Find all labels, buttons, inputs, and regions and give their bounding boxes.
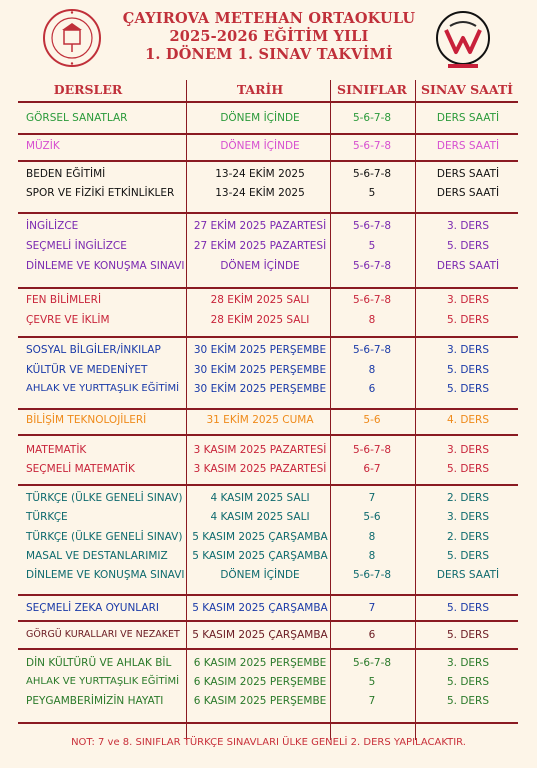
row-ders: BEDEN EĞİTİMİ xyxy=(26,168,106,180)
row-ders: KÜLTÜR VE MEDENİYET xyxy=(26,364,148,376)
row-tarih: 4 KASIM 2025 SALI xyxy=(210,492,310,504)
row-sinav-saati: 3. DERS xyxy=(446,344,490,356)
school-name: ÇAYIROVA METEHAN ORTAOKULU xyxy=(122,10,416,27)
row-sinav-saati: 3. DERS xyxy=(446,294,490,306)
row-ders: DİNLEME VE KONUŞMA SINAVI xyxy=(26,569,185,581)
row-siniflar: 5-6 xyxy=(363,414,381,426)
row-tarih: 5 KASIM 2025 ÇARŞAMBA xyxy=(192,602,328,614)
row-tarih: 6 KASIM 2025 PERŞEMBE xyxy=(193,657,327,669)
row-divider xyxy=(18,620,518,622)
header xyxy=(0,0,537,80)
row-divider xyxy=(18,336,518,338)
row-divider xyxy=(18,133,518,135)
row-siniflar: 5-6-7-8 xyxy=(352,260,392,272)
school-logo-icon xyxy=(432,8,494,72)
row-tarih: 30 EKİM 2025 PERŞEMBE xyxy=(193,364,327,376)
row-ders: MASAL VE DESTANLARIMIZ xyxy=(26,550,168,562)
row-tarih: 30 EKİM 2025 PERŞEMBE xyxy=(193,344,327,356)
row-siniflar: 8 xyxy=(368,364,376,376)
row-siniflar: 5 xyxy=(368,676,376,688)
row-tarih: 5 KASIM 2025 ÇARŞAMBA xyxy=(192,550,328,562)
row-siniflar: 6-7 xyxy=(363,463,381,475)
row-tarih: 31 EKİM 2025 CUMA xyxy=(206,414,314,426)
row-divider xyxy=(18,408,518,410)
footnote: NOT: 7 ve 8. SINIFLAR TÜRKÇE SINAVLARI ÜLKE GENELİ 2. DERS YAPILACAKTIR. xyxy=(71,737,466,748)
row-siniflar: 7 xyxy=(368,492,376,504)
row-siniflar: 8 xyxy=(368,550,376,562)
column-header-tarih: TARİH xyxy=(236,82,284,97)
row-sinav-saati: 5. DERS xyxy=(446,676,490,688)
row-tarih: 27 EKİM 2025 PAZARTESİ xyxy=(193,240,327,252)
row-divider xyxy=(18,648,518,650)
row-divider xyxy=(18,212,518,214)
row-siniflar: 5-6-7-8 xyxy=(352,294,392,306)
row-tarih: 5 KASIM 2025 ÇARŞAMBA xyxy=(192,629,328,641)
row-siniflar: 5-6-7-8 xyxy=(352,168,392,180)
row-tarih: 13-24 EKİM 2025 xyxy=(215,168,305,180)
row-sinav-saati: 2. DERS xyxy=(446,492,490,504)
row-sinav-saati: 5. DERS xyxy=(446,695,490,707)
row-divider xyxy=(18,101,518,103)
row-sinav-saati: 5. DERS xyxy=(446,550,490,562)
row-tarih: 4 KASIM 2025 SALI xyxy=(210,511,310,523)
row-ders: PEYGAMBERİMİZİN HAYATI xyxy=(26,695,164,707)
row-sinav-saati: 5. DERS xyxy=(446,629,490,641)
row-divider xyxy=(18,434,518,436)
row-sinav-saati: 3. DERS xyxy=(446,444,490,456)
row-ders: TÜRKÇE (ÜLKE GENELİ SINAV) xyxy=(26,492,183,504)
row-sinav-saati: DERS SAATİ xyxy=(436,187,500,199)
row-tarih: 13-24 EKİM 2025 xyxy=(215,187,305,199)
row-ders: BİLİŞİM TEKNOLOJİLERİ xyxy=(26,414,147,426)
row-sinav-saati: 3. DERS xyxy=(446,511,490,523)
row-siniflar: 6 xyxy=(368,629,376,641)
row-sinav-saati: 5. DERS xyxy=(446,314,490,326)
row-siniflar: 5-6-7-8 xyxy=(352,220,392,232)
row-ders: GÖRGÜ KURALLARI VE NEZAKET xyxy=(26,629,180,640)
row-sinav-saati: DERS SAATİ xyxy=(436,260,500,272)
row-siniflar: 5-6-7-8 xyxy=(352,140,392,152)
row-sinav-saati: 5. DERS xyxy=(446,602,490,614)
row-siniflar: 7 xyxy=(368,695,376,707)
row-tarih: 30 EKİM 2025 PERŞEMBE xyxy=(193,383,327,395)
exam-calendar-title: 1. DÖNEM 1. SINAV TAKVİMİ xyxy=(145,46,393,63)
page-title xyxy=(110,10,428,64)
row-tarih: 6 KASIM 2025 PERŞEMBE xyxy=(193,676,327,688)
row-siniflar: 8 xyxy=(368,314,376,326)
row-ders: GÖRSEL SANATLAR xyxy=(26,112,128,124)
row-sinav-saati: 5. DERS xyxy=(446,383,490,395)
row-sinav-saati: 5. DERS xyxy=(446,364,490,376)
row-ders: SPOR VE FİZİKİ ETKİNLİKLER xyxy=(26,187,175,199)
row-sinav-saati: 3. DERS xyxy=(446,657,490,669)
row-divider xyxy=(18,594,518,596)
row-ders: TÜRKÇE xyxy=(26,511,68,523)
column-header-siniflar: SINIFLAR xyxy=(337,82,407,97)
row-siniflar: 7 xyxy=(368,602,376,614)
column-header-sinav-saati: SINAV SAATİ xyxy=(420,82,514,97)
row-tarih: 5 KASIM 2025 ÇARŞAMBA xyxy=(192,531,328,543)
row-sinav-saati: 5. DERS xyxy=(446,240,490,252)
row-siniflar: 6 xyxy=(368,383,376,395)
row-tarih: 27 EKİM 2025 PAZARTESİ xyxy=(193,220,327,232)
column-divider xyxy=(415,80,416,740)
row-siniflar: 5-6 xyxy=(363,511,381,523)
row-sinav-saati: 3. DERS xyxy=(446,220,490,232)
row-siniflar: 5-6-7-8 xyxy=(352,344,392,356)
row-tarih: DÖNEM İÇİNDE xyxy=(220,112,300,124)
row-sinav-saati: DERS SAATİ xyxy=(436,140,500,152)
column-header-dersler: DERSLER xyxy=(53,82,123,97)
row-tarih: 28 EKİM 2025 SALI xyxy=(210,294,310,306)
row-tarih: 28 EKİM 2025 SALI xyxy=(210,314,310,326)
row-divider xyxy=(18,160,518,162)
row-sinav-saati: 2. DERS xyxy=(446,531,490,543)
row-tarih: 6 KASIM 2025 PERŞEMBE xyxy=(193,695,327,707)
row-ders: DİN KÜLTÜRÜ VE AHLAK BİL xyxy=(26,657,172,669)
ministry-emblem-icon xyxy=(42,8,102,68)
row-ders: SOSYAL BİLGİLER/İNKILAP xyxy=(26,344,161,356)
row-ders: SEÇMELİ ZEKA OYUNLARI xyxy=(26,602,159,614)
row-tarih: DÖNEM İÇİNDE xyxy=(220,569,300,581)
row-siniflar: 5-6-7-8 xyxy=(352,112,392,124)
row-divider xyxy=(18,484,518,486)
row-sinav-saati: DERS SAATİ xyxy=(436,569,500,581)
row-ders: SEÇMELİ İNGİLİZCE xyxy=(26,240,127,252)
row-ders: İNGİLİZCE xyxy=(26,220,79,232)
row-ders: MÜZİK xyxy=(26,140,60,152)
row-tarih: 3 KASIM 2025 PAZARTESİ xyxy=(193,444,327,456)
row-ders: FEN BİLİMLERİ xyxy=(26,294,102,306)
row-ders: SEÇMELİ MATEMATİK xyxy=(26,463,135,475)
column-divider xyxy=(186,80,187,740)
row-sinav-saati: 4. DERS xyxy=(446,414,490,426)
row-tarih: DÖNEM İÇİNDE xyxy=(220,140,300,152)
row-tarih: 3 KASIM 2025 PAZARTESİ xyxy=(193,463,327,475)
row-siniflar: 5-6-7-8 xyxy=(352,444,392,456)
row-divider xyxy=(18,287,518,289)
row-ders: AHLAK VE YURTTAŞLIK EĞİTİMİ xyxy=(26,383,180,394)
academic-year: 2025-2026 EĞİTİM YILI xyxy=(169,28,369,45)
row-siniflar: 5-6-7-8 xyxy=(352,657,392,669)
row-tarih: DÖNEM İÇİNDE xyxy=(220,260,300,272)
row-siniflar: 5-6-7-8 xyxy=(352,569,392,581)
row-ders: ÇEVRE VE İKLİM xyxy=(26,314,110,326)
row-divider xyxy=(18,722,518,724)
row-sinav-saati: 5. DERS xyxy=(446,463,490,475)
row-ders: DİNLEME VE KONUŞMA SINAVI xyxy=(26,260,185,272)
row-ders: TÜRKÇE (ÜLKE GENELİ SINAV) xyxy=(26,531,183,543)
row-siniflar: 5 xyxy=(368,187,376,199)
row-siniflar: 5 xyxy=(368,240,376,252)
row-sinav-saati: DERS SAATİ xyxy=(436,168,500,180)
row-sinav-saati: DERS SAATİ xyxy=(436,112,500,124)
row-ders: AHLAK VE YURTTAŞLIK EĞİTİMİ xyxy=(26,676,180,687)
row-siniflar: 8 xyxy=(368,531,376,543)
row-ders: MATEMATİK xyxy=(26,444,87,456)
